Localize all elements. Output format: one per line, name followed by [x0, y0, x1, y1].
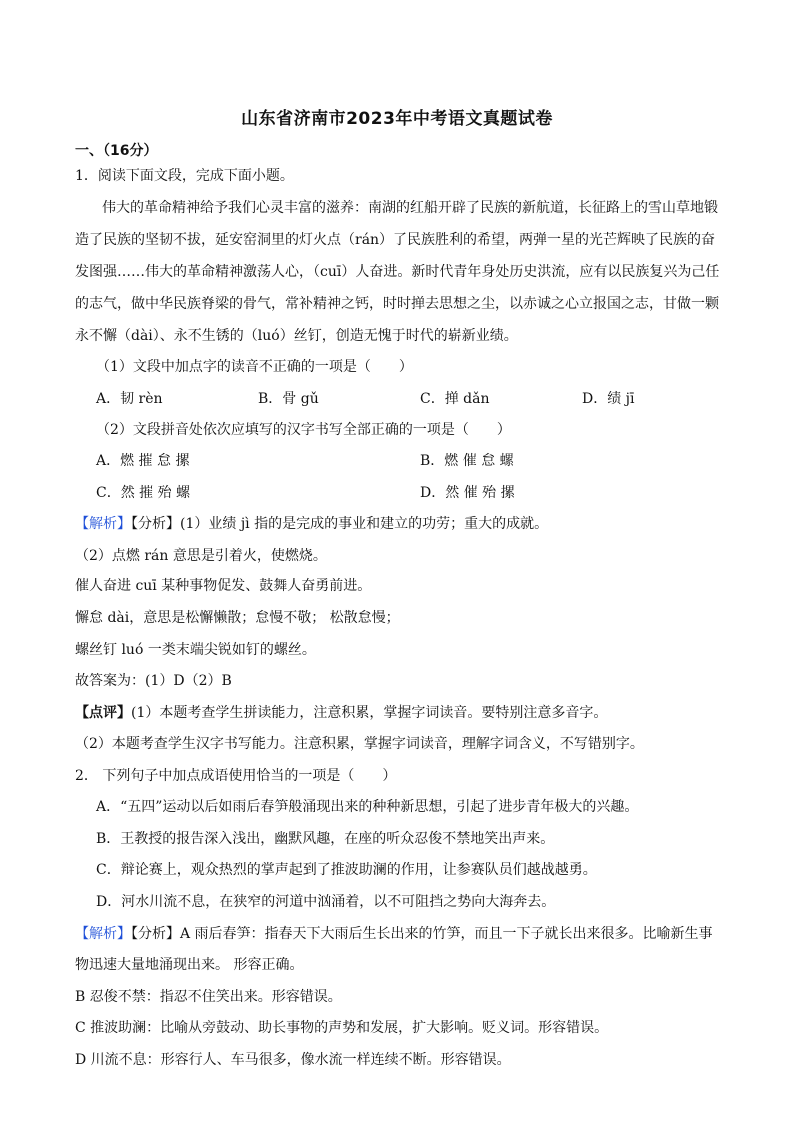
- analysis-line: B 忍俊不禁：指忍不住笑出来。形容错误。: [75, 989, 342, 1005]
- option-a: A．燃 摧 怠 摞: [96, 453, 190, 469]
- analysis-line: C 推波助澜：比喻从旁鼓动、助长事物的声势和发展，扩大影响。贬义词。形容错误。: [75, 1020, 609, 1036]
- option-b: B．骨 gǔ: [258, 391, 319, 407]
- passage-line: 造了民族的坚韧不拔，延安窑洞里的灯火点（rán）了民族胜利的希望，两弹一星的光芒辉映了民族的奋: [75, 232, 716, 248]
- analysis-line: （2）点燃 rán 意思是引着火，使燃烧。: [75, 548, 327, 564]
- option-c: C．掸 dǎn: [420, 391, 490, 407]
- comment-line: （2）本题考查学生汉字书写能力。注意积累，掌握字词读音，理解字词含义，不写错别字。: [75, 736, 644, 752]
- sub-question-2: （2）文段拼音处依次应填写的汉字书写全部正确的一项是（ ）: [96, 422, 511, 438]
- analysis-line: 物迅速大量地涌现出来。 形容正确。: [75, 957, 304, 973]
- q2-option-d: D．河水川流不息，在狭窄的河道中汹涌着，以不可阻挡之势向大海奔去。: [96, 894, 556, 910]
- answer-line: [75, 924, 713, 944]
- q2-option-b: B．王教授的报告深入浅出，幽默风趣，在座的听众忍俊不禁地笑出声来。: [96, 831, 555, 847]
- analysis-sub-tag: 【分析】: [131, 516, 180, 532]
- q2-option-c: C．辩论赛上，观众热烈的掌声起到了推波助澜的作用，让参赛队员们越战越勇。: [96, 862, 597, 878]
- analysis-text: A 雨后春笋：指春天下大雨后生长出来的竹笋，而且一下子就长出来很多。比喻新生事: [180, 926, 713, 942]
- question-2-stem: 2． 下列句子中加点成语使用恰当的一项是（ ）: [75, 768, 397, 784]
- sub-question-1: （1）文段中加点字的读音不正确的一项是（ ）: [96, 359, 413, 375]
- option-b: B．燃 催 怠 螺: [420, 453, 514, 469]
- answer-key: 故答案为：(1）D（2）B: [75, 673, 232, 689]
- analysis-sub-tag: 【分析】: [131, 926, 180, 942]
- analysis-tag: 【解析】: [75, 926, 131, 942]
- comment-tag: 【点评】: [75, 705, 131, 721]
- analysis-line: 懈怠 dài，意思是松懈懒散；怠慢不敬； 松散怠慢；: [75, 610, 400, 626]
- analysis-line: 螺丝钉 luó 一类末端尖锐如钉的螺丝。: [75, 642, 316, 658]
- option-c: C．然 摧 殆 螺: [96, 485, 191, 501]
- answer-line: [75, 514, 548, 534]
- option-d: D．绩 jī: [582, 391, 635, 407]
- comment-line: [75, 703, 607, 723]
- analysis-line: D 川流不息：形容行人、车马很多，像水流一样连续不断。形容错误。: [75, 1052, 511, 1068]
- section-heading: 一、（16分）: [75, 143, 158, 159]
- analysis-tag: 【解析】: [75, 516, 131, 532]
- passage-line: 永不懈（dài）、永不生锈的（luó）丝钉，创造无愧于时代的崭新业绩。: [75, 328, 518, 344]
- option-d: D．然 催 殆 摞: [420, 485, 515, 501]
- analysis-text: (1）业绩 jì 指的是完成的事业和建立的功劳；重大的成就。: [180, 516, 549, 532]
- passage-line: 的志气，做中华民族脊梁的骨气，常补精神之钙，时时掸去思想之尘，以赤诚之心立报国之志，甘做一颗: [75, 296, 719, 312]
- option-a: A．韧 rèn: [96, 391, 163, 407]
- passage-line: 伟大的革命精神给予我们心灵丰富的滋养：南湖的红船开辟了民族的新航道，长征路上的雪山草地锻: [102, 200, 718, 216]
- comment-text: (1）本题考查学生拼读能力，注意积累，掌握字词读音。要特别注意多音字。: [131, 705, 608, 721]
- analysis-line: 催人奋进 cuī 某种事物促发、鼓舞人奋勇前进。: [75, 578, 372, 594]
- passage-line: 发图强……伟大的革命精神激荡人心，（cuī）人奋进。新时代青年身处历史洪流，应有以民族复兴为己任: [75, 264, 720, 280]
- page-title: 山东省济南市2023年中考语文真题试卷: [241, 109, 553, 129]
- question-1-stem: 1．阅读下面文段，完成下面小题。: [75, 168, 294, 184]
- q2-option-a: A．“五四”运动以后如雨后春笋般涌现出来的种种新思想，引起了进步青年极大的兴趣。: [96, 799, 639, 815]
